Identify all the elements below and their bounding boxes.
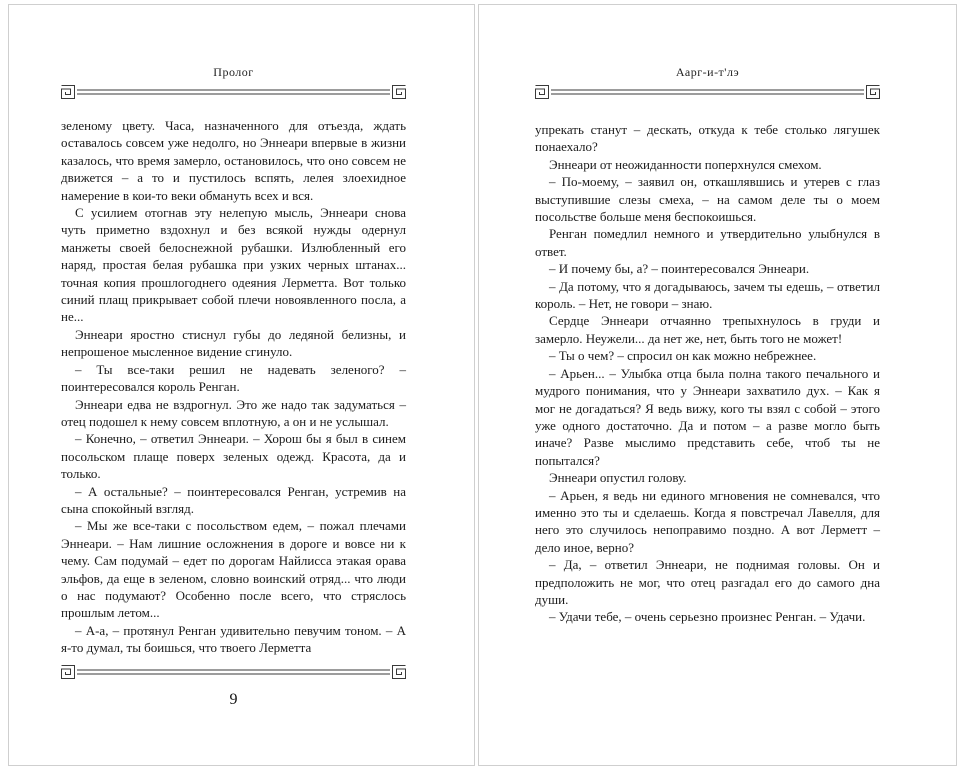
paragraph: упрекать станут – дескать, откуда к тебе столько лягушек понаехало?	[535, 122, 880, 155]
paragraph: зеленому цвету. Часа, назначенного для отъезда, ждать оставалось совсем уже недолго, но Эннеари впервые в жизни казалось, что время замерло, остановилось, что оно совсем не движется – а то и пустилось вспять, лелея злоехидное намерение в кои-то веки обмануть всех и вся.	[61, 118, 406, 203]
page-number: 9	[229, 691, 238, 708]
paragraph: Эннеари яростно стиснул губы до ледяной белизны, и непрошеное мысленное видение сгинуло.	[61, 326, 406, 360]
paragraph: Сердце Эннеари отчаянно трепыхнулось в груди и замерло. Неужели... да нет же, нет, быть того не может!	[535, 313, 880, 346]
paragraph: – И почему бы, а? – поинтересовался Эннеари.	[549, 261, 810, 277]
paragraph: – Удачи тебе, – очень серьезно произнес Ренган. – Удачи.	[549, 609, 866, 625]
header-ornament-left	[61, 85, 406, 99]
right-page	[478, 4, 957, 766]
greek-key-ornament-icon	[61, 85, 406, 99]
paragraph: – Да, – ответил Эннеари, не поднимая головы. Он и предположить не мог, что отец разгадал его до самого дна души.	[535, 557, 880, 607]
paragraph: – По-моему, – заявил он, откашлявшись и утерев с глаз выступившие слезы смеха, – на самом деле ты о моем посольстве больше меня беспокоишься.	[535, 174, 880, 225]
paragraph: – Арьен... – Улыбка отца была полна такого печального и мудрого понимания, что у Эннеари захватило дух. – Как я мог не догадаться? Я ведь вижу, кого ты взял с собой – этого уже одного достаточно. Да и потом – а разве могло быть иначе? Разве мыслимо представить себе, чтоб ты не попытался?	[535, 365, 880, 468]
paragraph: – Арьен, я ведь ни единого мгновения не сомневался, что именно это ты и сделаешь. Когда я повстречал Лавелля, для него это случилось непоправимо поздно. А вот Лерметт – дело иное, верно?	[535, 487, 880, 555]
paragraph: – Да потому, что я догадываюсь, зачем ты едешь, – ответил король. – Нет, не говори – знаю.	[535, 278, 880, 312]
paragraph: – А остальные? – поинтересовался Ренган, устремив на сына спокойный взгляд.	[61, 483, 406, 516]
paragraph: – Ты все-таки решил не надевать зеленого? – поинтересовался король Ренган.	[61, 361, 406, 395]
paragraph: С усилием отогнав эту нелепую мысль, Эннеари снова чуть приметно вздохнул и без всякой нужды одернул манжеты своей белоснежной рубашки. Излюбленный его наряд, простая белая рубашка при узких черных штанах... точная копия прошлогоднего одеяния Лерметта. Вот только синий плащ прикрывает собой плечи новоявленного посла, а не...	[61, 205, 406, 325]
running-head-right: Аарг-и-т'лэ	[675, 65, 740, 79]
paragraph: Эннеари от неожиданности поперхнулся смехом.	[549, 156, 822, 172]
paragraph: – Конечно, – ответил Эннеари. – Хорош бы я был в синем посольском плаще поверх зеленых одежд. Красота, да и только.	[61, 431, 406, 482]
paragraph: Ренган помедлил немного и утвердительно улыбнулся в ответ.	[535, 226, 880, 259]
paragraph: – А-а, – протянул Ренган удивительно певучим тоном. – А я-то думал, ты боишься, что твоего Лерметта	[61, 622, 406, 656]
paragraph: – Мы же все-таки с посольством едем, – пожал плечами Эннеари. – Нам лишние осложнения в дороге и вовсе ни к чему. Сам подумай – едет по дорогам Найлисса этакая орава эльфов, да еще в зеленом, словно воинский отряд... что люди о нас подумают? Особенно после всего, что стряслось прошлым летом...	[61, 518, 406, 621]
paragraph: Эннеари едва не вздрогнул. Это же надо так задуматься – отец подошел к нему совсем вплотную, а он и не услышал.	[61, 396, 406, 429]
paragraph: Эннеари опустил голову.	[549, 470, 687, 486]
greek-key-ornament-icon	[61, 665, 406, 679]
running-head-left: Пролог	[213, 65, 254, 79]
paragraph: – Ты о чем? – спросил он как можно небрежнее.	[549, 348, 817, 364]
left-page	[8, 4, 475, 766]
left-body-text	[61, 117, 406, 657]
greek-key-ornament-icon	[535, 85, 880, 99]
header-ornament-right	[535, 85, 880, 99]
right-body-text	[535, 121, 880, 626]
footer-ornament-left	[61, 665, 406, 679]
